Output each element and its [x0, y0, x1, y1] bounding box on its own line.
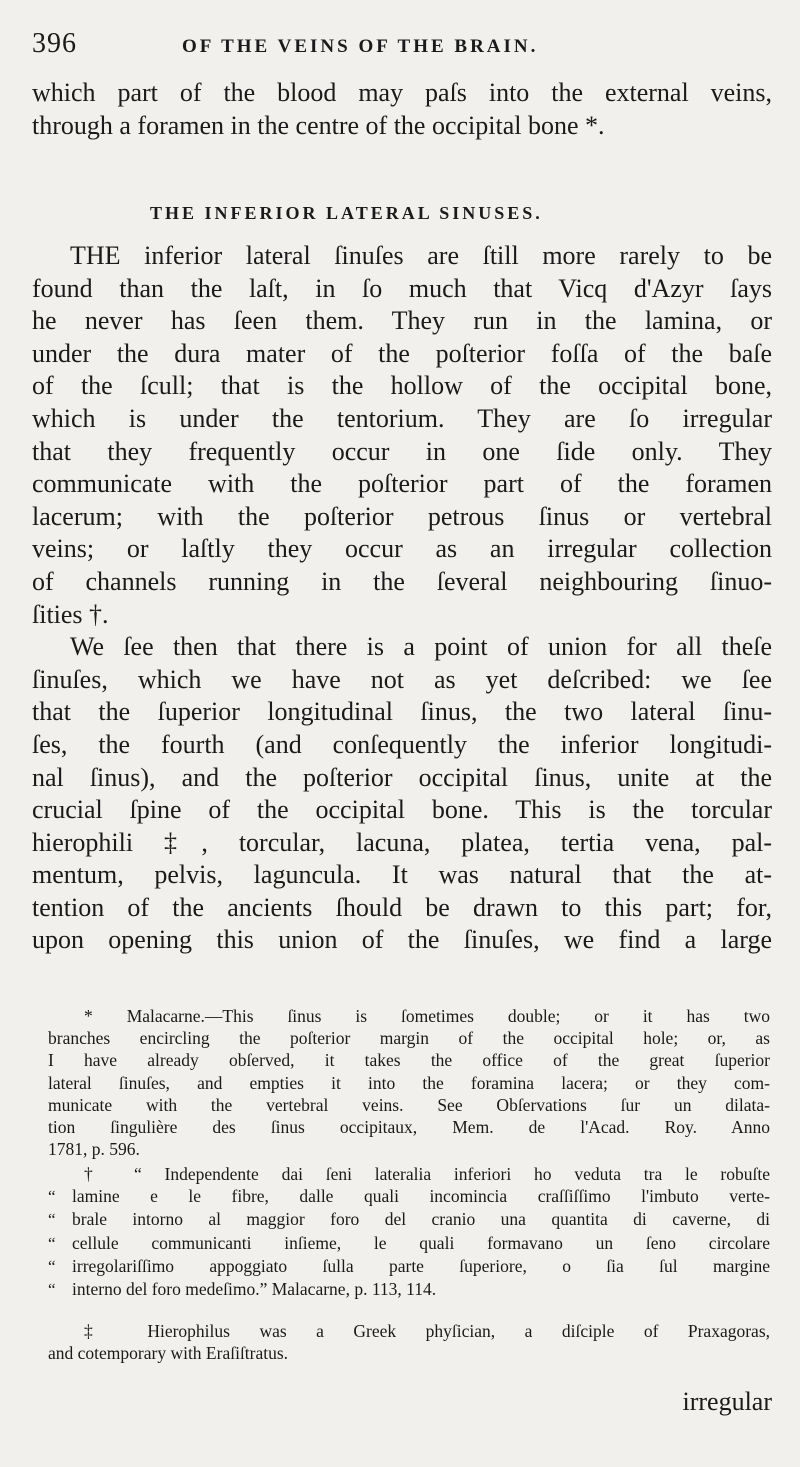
text-line: that the ſuperior longitudinal ſinus, the two lateral ſinu-: [32, 697, 772, 727]
text-line: ſes, the fourth (and conſequently the inferior longitudi-: [32, 729, 772, 759]
footnote-line: tion ſingulière des ſinus occipitaux, Mem. de l'Acad. Roy. Anno: [48, 1117, 770, 1138]
quote-mark: “: [48, 1233, 56, 1253]
footnote-line: † “ Independente dai ſeni lateralia inferiori ho veduta tra le robuſte: [84, 1164, 770, 1184]
text-line: THE inferior lateral ſinuſes are ſtill more rarely to be: [70, 241, 772, 270]
quote-mark: “: [48, 1187, 56, 1207]
footnote-line: * Malacarne.—This ſinus is ſometimes double; or it has two: [84, 1006, 770, 1026]
running-title: OF THE VEINS OF THE BRAIN.: [182, 36, 539, 57]
text-line: which is under the tentorium. They are ſo irregular: [32, 403, 772, 433]
book-page: [32, 20, 772, 1450]
text-line: under the dura mater of the poſterior foſſa of the baſe: [32, 338, 772, 368]
text-line: veins; or laſtly they occur as an irregular collection: [32, 534, 772, 564]
running-header: [32, 28, 772, 68]
text-line: he never has ſeen them. They run in the lamina, or: [32, 306, 772, 336]
section-heading: THE INFERIOR LATERAL SINUSES.: [150, 203, 543, 223]
text-line: which part of the blood may paſs into the external veins,: [32, 78, 772, 107]
text-line: communicate with the poſterior part of the foramen: [32, 469, 772, 499]
text-line: We ſee then that there is a point of union for all theſe: [70, 632, 772, 662]
text-line: hierophili ‡, torcular, lacuna, platea, tertia vena, pal-: [32, 827, 772, 857]
footnote-line: “ cellule communicanti inſieme, le quali formavano un ſeno circolare: [48, 1232, 770, 1255]
text-line: through a foramen in the centre of the occipital bone *.: [32, 110, 605, 140]
text-line: lacerum; with the poſterior petrous ſinus or vertebral: [32, 501, 772, 531]
footnote-line: branches encircling the poſterior margin of the occipital hole; or, as: [48, 1028, 770, 1049]
paragraph-1: [32, 240, 772, 957]
text-line: of the ſcull; that is the hollow of the occipital bone,: [32, 371, 772, 401]
text-line: that they frequently occur in one ſide only. They: [32, 436, 772, 466]
footnote-2: [48, 1163, 770, 1301]
text-line: ſities †.: [32, 599, 109, 629]
catchword: irregular: [682, 1387, 772, 1416]
text-line: tention of the ancients ſhould be drawn to this part; for,: [32, 892, 772, 922]
intro-text: [32, 77, 772, 142]
page-number: 396: [32, 28, 77, 59]
text-line: crucial ſpine of the occipital bone. This is the torcular: [32, 795, 772, 825]
footnote-line: “ brale intorno al maggior foro del cranio una quantita di caverne, di: [48, 1208, 770, 1231]
footnote-line: ‡ Hierophilus was a Greek phyſician, a diſciple of Praxagoras,: [84, 1321, 770, 1341]
footnote-line: “ irregolariſſimo appoggiato ſulla parte ſuperiore, o ſia ſul margine: [48, 1255, 770, 1278]
footnote-1: [48, 1005, 770, 1160]
text-line: nal ſinus), and the poſterior occipital ſinus, unite at the: [32, 762, 772, 792]
text-line: mentum, pelvis, laguncula. It was natural that the at-: [32, 860, 772, 890]
quote-mark: “: [48, 1210, 56, 1230]
footnote-line: municate with the vertebral veins. See Obſervations ſur un dilata-: [48, 1094, 770, 1115]
quote-mark: “: [48, 1280, 56, 1300]
footnote-line: “ interno del foro medeſimo.” Malacarne, p. 113, 114.: [48, 1278, 770, 1301]
footnote-line: lateral ſinuſes, and empties it into the foramina lacera; or they com-: [48, 1072, 770, 1093]
quote-mark: “: [48, 1256, 56, 1276]
footnote-line: “ lamine e le fibre, dalle quali incomincia craſſiſſimo l'imbuto verte-: [48, 1185, 770, 1208]
footnote-3: [48, 1320, 770, 1364]
text-line: upon opening this union of the ſinuſes, we find a large: [32, 925, 772, 955]
footnote-line: I have already obſerved, it takes the office of the great ſuperior: [48, 1050, 770, 1071]
footnote-line: 1781, p. 596.: [48, 1139, 140, 1160]
text-line: of channels running in the ſeveral neighbouring ſinuo-: [32, 566, 772, 596]
text-line: ſinuſes, which we have not as yet deſcribed: we ſee: [32, 664, 772, 694]
text-line: found than the laſt, in ſo much that Vicq d'Azyr ſays: [32, 273, 772, 303]
footnote-line: and cotemporary with Eraſiſtratus.: [48, 1343, 289, 1364]
